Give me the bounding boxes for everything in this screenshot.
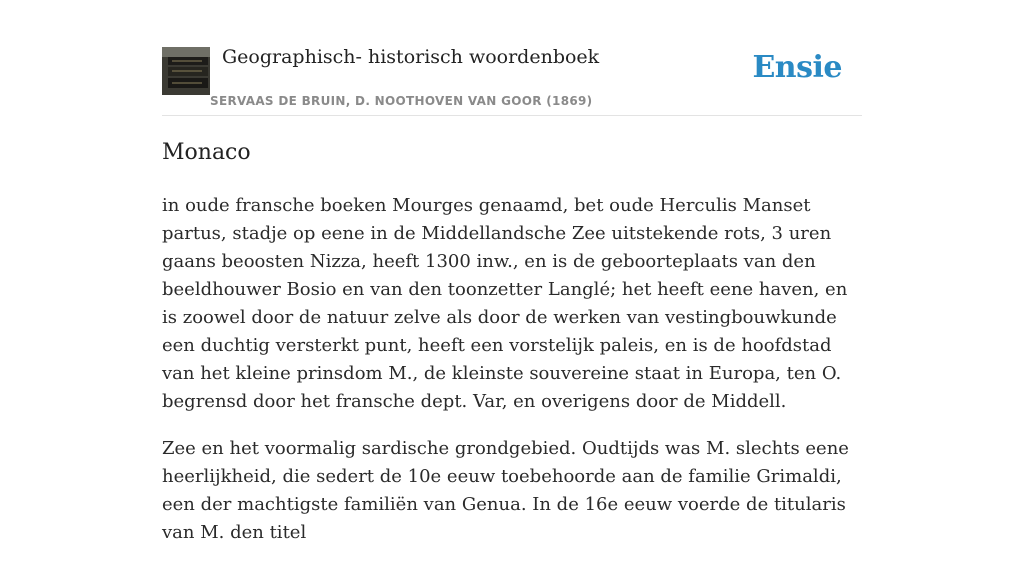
entry-paragraph: in oude fransche boeken Mourges genaamd, bet oude Herculis Manset partus, stadje op eene in de Middellandsche Zee uitstekende rots, 3 uren gaans beoosten Nizza, heeft 1300 inw., en is de geboorteplaats van den beeldhouwer Bosio en van den toonzetter Langlé; het heeft eene haven, en is zoowel door de natuur zelve als door de werken van vestingbouwkunde een duchtig versterkt punt, heeft een vorstelijk paleis, en is de hoofdstad van het kleine prinsdom M., de kleinste souvereine staat in Europa, ten O. begrensd door het fransche dept. Var, en overigens door de Middell. [162,195,848,412]
brand-logo[interactable]: Ensie [752,50,842,85]
entry-body [162,192,862,566]
book-title[interactable]: Geographisch- historisch woordenboek [222,46,600,68]
entry-paragraph: Zee en het voormalig sardische grondgebied. Oudtijds was M. slechts eene heerlijkheid, die sedert de 10e eeuw toebehoorde aan de familie Grimaldi, een der machtigste familiën van Genua. In de 16e eeuw voerde de titularis van M. den titel [162,438,849,543]
header [162,0,862,116]
book-authors: SERVAAS DE BRUIN, D. NOOTHOVEN VAN GOOR (1869) [210,94,593,108]
entry-title: Monaco [162,140,251,165]
book-cover-icon[interactable] [162,47,210,95]
